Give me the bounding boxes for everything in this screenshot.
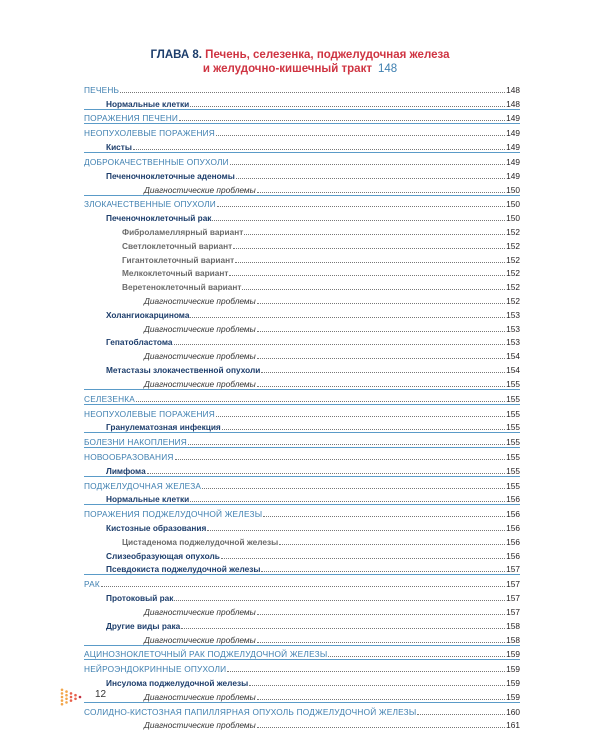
dot-leader bbox=[120, 92, 505, 93]
toc-entry-page: 150 bbox=[506, 199, 520, 210]
toc-entry-page: 155 bbox=[506, 422, 520, 433]
dot-leader bbox=[212, 220, 505, 221]
toc-section-entry[interactable] bbox=[84, 195, 520, 210]
toc-entry-page: 155 bbox=[506, 378, 520, 389]
toc-entry-page: 159 bbox=[506, 677, 520, 688]
toc-entry-title: СЕЛЕЗЕНКА bbox=[84, 393, 136, 404]
toc-entry-page: 156 bbox=[506, 550, 520, 561]
dot-leader bbox=[174, 344, 506, 345]
toc-section-entry[interactable] bbox=[84, 152, 520, 167]
toc-section-entry[interactable] bbox=[84, 404, 520, 419]
toc-entry-page: 157 bbox=[506, 564, 520, 575]
toc-entry[interactable] bbox=[84, 138, 520, 152]
table-of-contents bbox=[84, 81, 520, 730]
dot-leader bbox=[279, 544, 505, 545]
toc-entry-title: БОЛЕЗНИ НАКОПЛЕНИЯ bbox=[84, 437, 187, 448]
dot-leader bbox=[190, 106, 505, 107]
decorative-dot bbox=[61, 689, 64, 692]
toc-entry-page: 149 bbox=[506, 113, 520, 124]
toc-entry[interactable] bbox=[84, 717, 520, 731]
toc-entry-title: СОЛИДНО-КИСТОЗНАЯ ПАПИЛЛЯРНАЯ ОПУХОЛЬ ПОДЖЕЛУДОЧНОЙ ЖЕЛЕЗЫ bbox=[84, 706, 417, 717]
toc-entry-title: Псевдокиста поджелудочной железы bbox=[106, 564, 261, 575]
toc-entry-title: АЦИНОЗНОКЛЕТОЧНЫЙ РАК ПОДЖЕЛУДОЧНОЙ ЖЕЛЕЗЫ bbox=[84, 649, 328, 660]
toc-entry-page: 161 bbox=[506, 720, 520, 731]
decorative-dot bbox=[65, 694, 68, 697]
toc-entry-page: 156 bbox=[506, 536, 520, 547]
toc-entry[interactable] bbox=[84, 320, 520, 334]
toc-entry[interactable] bbox=[84, 617, 520, 631]
toc-entry[interactable] bbox=[84, 292, 520, 306]
toc-entry-page: 153 bbox=[506, 309, 520, 320]
toc-section-entry[interactable] bbox=[84, 476, 520, 491]
toc-entry-title: Кистозные образования bbox=[106, 523, 207, 533]
toc-entry-page: 156 bbox=[506, 509, 520, 520]
toc-entry-page: 150 bbox=[506, 184, 520, 195]
dot-leader bbox=[257, 331, 505, 332]
toc-section-entry[interactable] bbox=[84, 659, 520, 674]
toc-entry-page: 155 bbox=[506, 393, 520, 404]
toc-entry-page: 157 bbox=[506, 593, 520, 604]
toc-entry-title: Метастазы злокачественной опухоли bbox=[106, 365, 261, 376]
dot-leader bbox=[263, 516, 505, 517]
decorative-dots-icon bbox=[60, 688, 86, 706]
toc-entry-page: 153 bbox=[506, 323, 520, 334]
dot-leader bbox=[207, 530, 505, 531]
toc-entry-title: ПОРАЖЕНИЯ ПЕЧЕНИ bbox=[84, 113, 179, 124]
dot-leader bbox=[190, 317, 505, 318]
chapter-title: Печень, селезенка, поджелудочная железа bbox=[205, 49, 450, 61]
toc-entry-title: РАК bbox=[84, 579, 100, 590]
toc-entry-title: НЕОПУХОЛЕВЫЕ ПОРАЖЕНИЯ bbox=[84, 408, 215, 419]
dot-leader bbox=[175, 459, 506, 460]
toc-entry-title: Диагностические проблемы bbox=[144, 378, 256, 389]
toc-entry[interactable] bbox=[84, 674, 520, 688]
toc-section-entry[interactable] bbox=[84, 389, 520, 404]
decorative-dot bbox=[61, 703, 64, 706]
toc-entry-title: Печеночноклеточный рак bbox=[106, 213, 212, 224]
toc-entry-title: НОВООБРАЗОВАНИЯ bbox=[84, 451, 174, 462]
toc-entry[interactable] bbox=[84, 237, 520, 251]
dot-leader bbox=[147, 473, 505, 474]
toc-entry-title: Диагностические проблемы bbox=[144, 351, 256, 362]
toc-entry-page: 158 bbox=[506, 620, 520, 631]
toc-entry-title: Нормальные клетки bbox=[106, 98, 190, 109]
toc-entry-page: 155 bbox=[506, 437, 520, 448]
toc-entry-page: 148 bbox=[506, 84, 520, 95]
decorative-dot bbox=[70, 696, 73, 699]
toc-entry-page: 149 bbox=[506, 142, 520, 153]
dot-leader bbox=[227, 671, 505, 672]
dot-leader bbox=[257, 386, 505, 387]
toc-section-entry[interactable] bbox=[84, 123, 520, 138]
dot-leader bbox=[328, 656, 505, 657]
toc-entry-page: 156 bbox=[506, 523, 520, 533]
toc-entry-page: 152 bbox=[506, 296, 520, 306]
dot-leader bbox=[257, 727, 505, 728]
toc-section-entry[interactable] bbox=[84, 574, 520, 589]
chapter-header bbox=[0, 48, 600, 76]
toc-entry[interactable] bbox=[84, 95, 520, 109]
toc-entry-title: Кисты bbox=[106, 142, 132, 153]
toc-entry[interactable] bbox=[84, 491, 520, 505]
dot-leader bbox=[261, 571, 505, 572]
decorative-dot bbox=[70, 692, 73, 695]
toc-entry-title: Гранулематозная инфекция bbox=[106, 422, 221, 433]
toc-entry[interactable] bbox=[84, 278, 520, 292]
decorative-dot bbox=[74, 694, 77, 697]
toc-entry-title: Диагностические проблемы bbox=[144, 634, 256, 645]
toc-entry-page: 149 bbox=[506, 170, 520, 181]
dot-leader bbox=[257, 303, 505, 304]
toc-entry[interactable] bbox=[84, 375, 520, 389]
toc-entry-page: 155 bbox=[506, 480, 520, 491]
toc-entry[interactable] bbox=[84, 533, 520, 547]
toc-entry-title: Диагностические проблемы bbox=[144, 720, 256, 731]
toc-entry[interactable] bbox=[84, 688, 520, 702]
decorative-dot bbox=[61, 692, 64, 695]
chapter-title-line2 bbox=[0, 62, 600, 76]
chapter-label: ГЛАВА 8. bbox=[150, 49, 202, 61]
chapter-page: 148 bbox=[377, 63, 398, 75]
toc-entry-title: ДОБРОКАЧЕСТВЕННЫЕ ОПУХОЛИ bbox=[84, 156, 229, 167]
toc-entry[interactable] bbox=[84, 265, 520, 279]
dot-leader bbox=[190, 501, 505, 502]
toc-entry[interactable] bbox=[84, 589, 520, 603]
toc-entry-page: 159 bbox=[506, 649, 520, 660]
toc-entry-title: НЕЙРОЭНДОКРИННЫЕ ОПУХОЛИ bbox=[84, 664, 227, 675]
toc-entry-page: 152 bbox=[506, 226, 520, 237]
dot-leader bbox=[133, 149, 505, 150]
toc-entry[interactable] bbox=[84, 631, 520, 645]
toc-entry-title: Другие виды рака bbox=[106, 620, 181, 631]
toc-entry-page: 158 bbox=[506, 634, 520, 645]
toc-entry-page: 154 bbox=[506, 365, 520, 376]
dot-leader bbox=[257, 699, 505, 700]
dot-leader bbox=[174, 600, 505, 601]
toc-entry[interactable] bbox=[84, 181, 520, 195]
toc-entry-title: Протоковый рак bbox=[106, 593, 174, 604]
dot-leader bbox=[235, 262, 505, 263]
toc-entry-page: 155 bbox=[506, 408, 520, 419]
toc-entry-title: Диагностические проблемы bbox=[144, 691, 256, 702]
dot-leader bbox=[257, 192, 505, 193]
toc-entry-title: Холангиокарцинома bbox=[106, 309, 190, 320]
toc-entry[interactable] bbox=[84, 251, 520, 265]
chapter-title-continued: и желудочно-кишечный тракт bbox=[202, 63, 372, 75]
toc-entry-page: 159 bbox=[506, 691, 520, 702]
dot-leader bbox=[179, 120, 505, 121]
dot-leader bbox=[216, 416, 505, 417]
toc-entry-page: 152 bbox=[506, 282, 520, 293]
toc-entry-page: 159 bbox=[506, 664, 520, 675]
toc-entry[interactable] bbox=[84, 603, 520, 617]
decorative-dot bbox=[65, 690, 68, 693]
dot-leader bbox=[230, 164, 505, 165]
toc-entry-page: 156 bbox=[506, 494, 520, 505]
toc-entry-page: 157 bbox=[506, 606, 520, 617]
toc-section-entry[interactable] bbox=[84, 645, 520, 660]
dot-leader bbox=[222, 429, 505, 430]
toc-entry-title: ПЕЧЕНЬ bbox=[84, 84, 120, 95]
dot-leader bbox=[217, 206, 505, 207]
decorative-dot bbox=[61, 696, 64, 699]
dot-leader bbox=[181, 628, 505, 629]
toc-entry[interactable] bbox=[84, 361, 520, 375]
toc-entry[interactable] bbox=[84, 347, 520, 361]
dot-leader bbox=[257, 358, 505, 359]
toc-entry-title: Фиброламеллярный вариант bbox=[122, 226, 244, 237]
toc-entry-page: 152 bbox=[506, 268, 520, 279]
toc-entry[interactable] bbox=[84, 167, 520, 181]
decorative-dot bbox=[79, 696, 82, 699]
toc-entry-title: Диагностические проблемы bbox=[144, 323, 256, 334]
toc-entry[interactable] bbox=[84, 209, 520, 223]
toc-entry-page: 149 bbox=[506, 156, 520, 167]
toc-section-entry[interactable] bbox=[84, 702, 520, 717]
toc-entry-page: 154 bbox=[506, 351, 520, 362]
toc-entry-title: ПОРАЖЕНИЯ ПОДЖЕЛУДОЧНОЙ ЖЕЛЕЗЫ bbox=[84, 509, 263, 520]
toc-entry[interactable] bbox=[84, 462, 520, 476]
decorative-dot bbox=[70, 699, 73, 702]
toc-entry-page: 157 bbox=[506, 579, 520, 590]
toc-entry-page: 153 bbox=[506, 337, 520, 348]
toc-entry-title: Диагностические проблемы bbox=[144, 184, 256, 195]
dot-leader bbox=[261, 372, 505, 373]
dot-leader bbox=[221, 558, 505, 559]
toc-entry-title: Светлоклеточный вариант bbox=[122, 240, 233, 251]
toc-entry-title: Гепатобластома bbox=[106, 337, 173, 348]
toc-entry[interactable] bbox=[84, 223, 520, 237]
toc-entry[interactable] bbox=[84, 519, 520, 533]
toc-entry-page: 155 bbox=[506, 465, 520, 476]
dot-leader bbox=[229, 275, 505, 276]
dot-leader bbox=[136, 401, 505, 402]
dot-leader bbox=[202, 488, 505, 489]
dot-leader bbox=[417, 714, 505, 715]
toc-entry-page: 152 bbox=[506, 240, 520, 251]
toc-entry[interactable] bbox=[84, 306, 520, 320]
toc-entry[interactable] bbox=[84, 561, 520, 575]
dot-leader bbox=[188, 444, 505, 445]
dot-leader bbox=[101, 586, 505, 587]
toc-section-entry[interactable] bbox=[84, 447, 520, 462]
toc-entry-page: 152 bbox=[506, 254, 520, 265]
toc-entry-title: ЗЛОКАЧЕСТВЕННЫЕ ОПУХОЛИ bbox=[84, 199, 216, 210]
toc-section-entry[interactable] bbox=[84, 81, 520, 95]
toc-entry-title: Мелкоклеточный вариант bbox=[122, 268, 229, 279]
dot-leader bbox=[216, 135, 505, 136]
toc-section-entry[interactable] bbox=[84, 109, 520, 124]
toc-entry-page: 155 bbox=[506, 451, 520, 462]
toc-entry-title: Лимфома bbox=[106, 465, 146, 476]
toc-entry-title: ПОДЖЕЛУДОЧНАЯ ЖЕЛЕЗА bbox=[84, 480, 202, 491]
decorative-dot bbox=[65, 698, 68, 701]
toc-entry-page: 160 bbox=[506, 706, 520, 717]
toc-entry-title: Гигантоклеточный вариант bbox=[122, 254, 235, 265]
toc-section-entry[interactable] bbox=[84, 432, 520, 447]
toc-entry[interactable] bbox=[84, 334, 520, 348]
page-number: 12 bbox=[95, 689, 107, 700]
toc-entry-page: 150 bbox=[506, 213, 520, 224]
toc-entry-title: Печеночноклеточные аденомы bbox=[106, 170, 235, 181]
toc-entry-title: Диагностические проблемы bbox=[144, 296, 256, 306]
toc-entry-title: Диагностические проблемы bbox=[144, 606, 256, 617]
dot-leader bbox=[244, 234, 505, 235]
toc-entry-title: НЕОПУХОЛЕВЫЕ ПОРАЖЕНИЯ bbox=[84, 128, 215, 139]
toc-entry[interactable] bbox=[84, 547, 520, 561]
toc-entry-title: Нормальные клетки bbox=[106, 494, 190, 505]
toc-entry-title: Слизеобразующая опухоль bbox=[106, 550, 220, 561]
decorative-dot bbox=[65, 701, 68, 704]
toc-entry-title: Веретеноклеточный вариант bbox=[122, 282, 242, 293]
toc-entry-title: Цистаденома поджелудочной железы bbox=[122, 536, 279, 547]
decorative-dot bbox=[74, 698, 77, 701]
toc-section-entry[interactable] bbox=[84, 504, 520, 519]
toc-entry[interactable] bbox=[84, 419, 520, 433]
toc-entry-title: Инсулома поджелудочной железы bbox=[106, 677, 249, 688]
dot-leader bbox=[233, 248, 505, 249]
dot-leader bbox=[257, 614, 505, 615]
dot-leader bbox=[257, 642, 505, 643]
toc-entry-page: 148 bbox=[506, 98, 520, 109]
dot-leader bbox=[249, 685, 505, 686]
toc-entry-page: 149 bbox=[506, 128, 520, 139]
dot-leader bbox=[236, 178, 505, 179]
dot-leader bbox=[242, 289, 505, 290]
decorative-dot bbox=[61, 699, 64, 702]
chapter-title-line1 bbox=[0, 48, 600, 62]
